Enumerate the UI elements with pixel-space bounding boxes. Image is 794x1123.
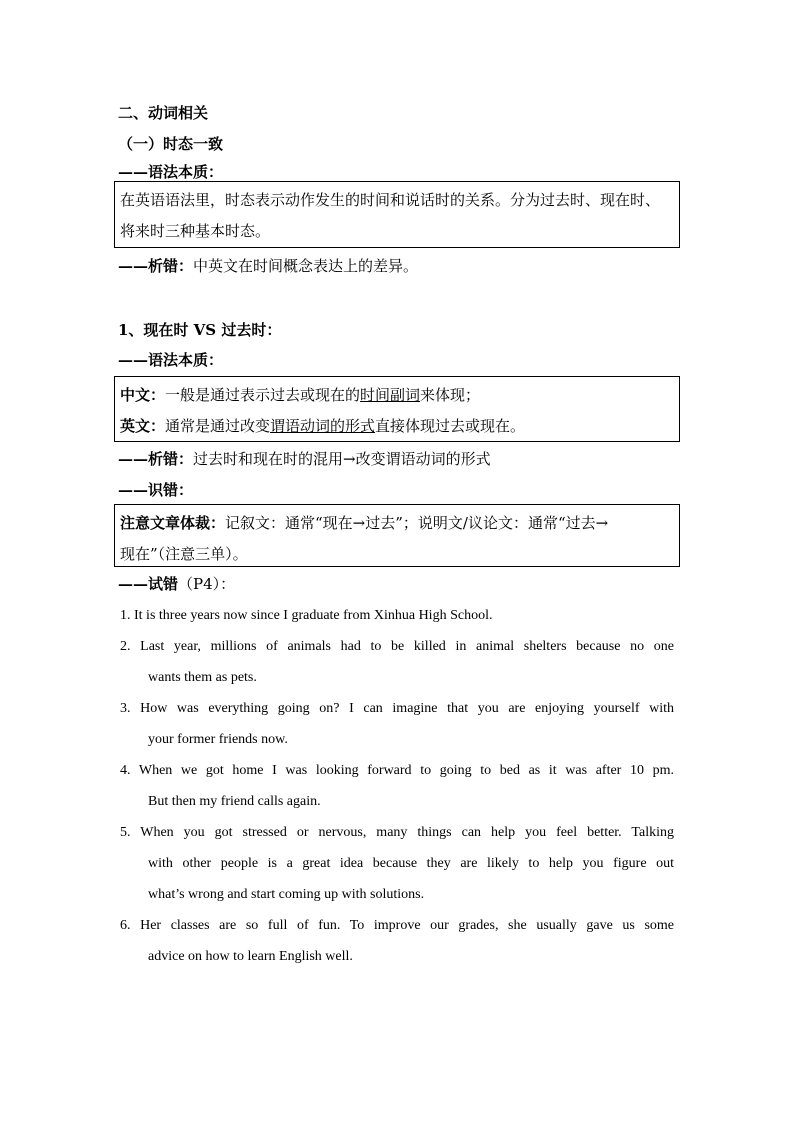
- english-label: 英文：: [120, 417, 166, 435]
- example-5-cont-2: what’s wrong and start coming up with solutions.: [148, 887, 425, 902]
- example-4-cont: But then my friend calls again.: [148, 794, 321, 809]
- analysis-label-2: ——析错：: [118, 450, 194, 468]
- example-4: 4. When we got home I was looking forward to going to bed as it was after 10 pm.: [120, 763, 674, 778]
- example-6: 6. Her classes are so full of fun. To improve our grades, she usually gave us some: [120, 918, 674, 933]
- genre-box: [114, 504, 680, 567]
- genre-line-1-text: 记叙文：通常“现在→过去”；说明文/议论文：通常“过去→: [225, 514, 609, 532]
- english-rule: [120, 411, 674, 442]
- example-2-cont: wants them as pets.: [148, 670, 257, 685]
- chinese-rule-tail: 来体现；: [420, 386, 481, 404]
- analysis-line-2: [118, 449, 491, 469]
- example-1: 1. It is three years now since I graduate from Xinhua High School.: [120, 608, 493, 623]
- genre-line-2: 现在”（注意三单）。: [120, 545, 248, 563]
- grammar-box-1-line-2: 将来时三种基本时态。: [120, 222, 271, 240]
- analysis-text: 中英文在时间概念表达上的差异。: [193, 257, 419, 275]
- section-title: 二、动词相关: [118, 104, 209, 122]
- english-rule-underlined: 谓语动词的形式: [270, 417, 376, 435]
- example-5: 5. When you got stressed or nervous, many things can help you feel better. Talking: [120, 825, 674, 840]
- chinese-rule: [120, 380, 674, 411]
- analysis-label: ——析错：: [118, 257, 194, 275]
- chinese-rule-text: 一般是通过表示过去或现在的: [165, 386, 361, 404]
- grammar-box-1: [114, 181, 680, 248]
- example-2: 2. Last year, millions of animals had to be killed in animal shelters because no one: [120, 639, 674, 654]
- heading-present-vs-past: 1、现在时 VS 过去时：: [118, 321, 282, 339]
- chinese-label: 中文：: [120, 386, 166, 404]
- english-rule-tail: 直接体现过去或现在。: [375, 417, 526, 435]
- try-label: ——试错: [118, 575, 179, 593]
- genre-line-1: [120, 508, 674, 539]
- chinese-rule-underlined: 时间副词: [360, 386, 421, 404]
- sub-title: （一）时态一致: [118, 135, 224, 153]
- grammar-essence-label: ——语法本质：: [118, 163, 224, 181]
- genre-label: 注意文章体裁：: [120, 514, 226, 532]
- example-5-cont: with other people is a great idea because they are likely to help you figure out: [148, 856, 674, 871]
- grammar-box-2: [114, 376, 680, 442]
- example-3: 3. How was everything going on? I can imagine that you are enjoying yourself with: [120, 701, 674, 716]
- analysis-line-1: [118, 256, 418, 276]
- try-page-ref: （P4）：: [178, 575, 236, 593]
- english-rule-text: 通常是通过改变: [165, 417, 271, 435]
- try-line: [118, 574, 235, 594]
- example-6-cont: advice on how to learn English well.: [148, 949, 353, 964]
- identify-label: ——识错：: [118, 481, 194, 499]
- analysis-text-2: 过去时和现在时的混用→改变谓语动词的形式: [193, 450, 491, 468]
- examples-list: [120, 600, 674, 972]
- example-3-cont: your former friends now.: [148, 732, 288, 747]
- grammar-essence-label-2: ——语法本质：: [118, 351, 224, 369]
- grammar-box-1-line-1: 在英语语法里，时态表示动作发生的时间和说话时的关系。分为过去时、现在时、: [120, 191, 661, 209]
